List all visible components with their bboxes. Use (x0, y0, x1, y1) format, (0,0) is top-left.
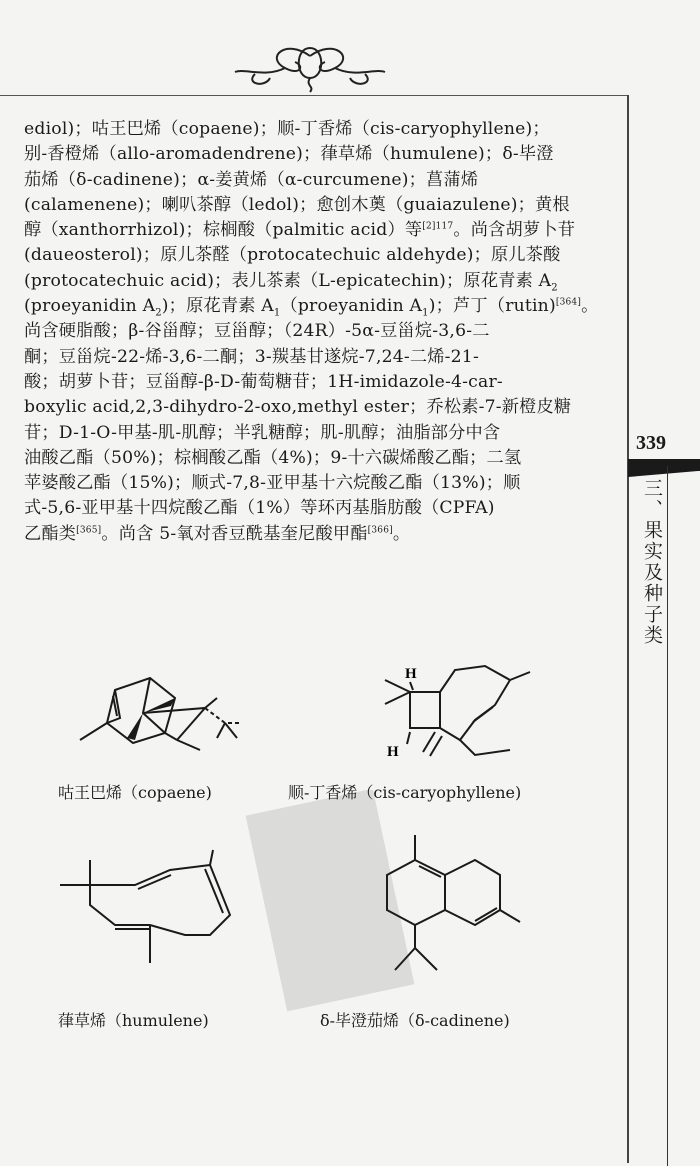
subscript: 2 (551, 282, 558, 294)
text-segment: 尚含 5-氧对香豆酰基奎尼酸甲酯 (118, 523, 368, 544)
text-line: 油酸乙酯（50%)；棕榈酸乙酯（4%)；9-十六碳烯酸乙酯；二氢 (24, 447, 522, 468)
citation: [364] (555, 297, 582, 308)
text-line: (calamenene)；喇叭茶醇（ledol)；愈创木薁（guaiazulene)；黄根 (24, 194, 570, 215)
subscript: 2 (155, 307, 162, 319)
citation: [365] (76, 525, 102, 536)
text-segment: 醇（xanthorrhizol)；棕榈酸（palmitic acid）等 (24, 220, 423, 241)
section-tab (628, 459, 700, 471)
humulene-caption: 葎草烯（humulene) (58, 1011, 209, 1030)
text-line: 酮；豆甾烷-22-烯-3,6-二酮；3-羰基甘遂烷-7,24-二烯-21- (24, 346, 479, 367)
citation: [2]117 (422, 221, 454, 232)
text-line: 苷；D-1-O-甲基-肌-肌醇；半乳糖醇；肌-肌醇；油脂部分中含 (24, 422, 501, 443)
text-line (24, 522, 602, 547)
text-line (24, 294, 602, 319)
header-rule (0, 95, 628, 96)
hydrogen-label: H (387, 744, 399, 760)
text-line: 酸；胡萝卜苷；豆甾醇-β-D-葡萄糖苷；1H-imidazole-4-car- (24, 371, 503, 392)
section-rule (667, 466, 668, 1166)
text-line: 茄烯（δ-cadinene)；α-姜黄烯（α-curcumene)；菖蒲烯 (24, 169, 479, 190)
caryophyllene-structure (355, 660, 545, 770)
section-label: 三、果实及种子类 (641, 478, 663, 646)
text-segment: 。 (101, 523, 119, 544)
ornament-header (225, 38, 395, 94)
text-line: 式-5,6-亚甲基十四烷酸乙酯（1%）等环丙基脂肪酸（CPFA) (24, 498, 495, 519)
text-line: 别-香橙烯（allo-aromadendrene)；葎草烯（humulene)；δ-毕澄 (24, 144, 554, 165)
text-line: ediol)；咕王巴烯（copaene)；顺-丁香烯（cis-caryophyllene)； (24, 119, 550, 139)
text-line: (daueosterol)；原儿茶醛（protocatechuic aldehyde)；原儿茶酸 (24, 245, 561, 266)
citation: [366] (367, 525, 393, 536)
text-segment: 。 (581, 296, 599, 317)
watermark-stamp (245, 790, 415, 1050)
text-segment: )；原花青素 A (161, 296, 274, 317)
text-line (24, 218, 602, 243)
text-line: 尚含硬脂酸；β-谷甾醇；豆甾醇；（24R）-5α-豆甾烷-3,6-二 (24, 321, 490, 342)
body-text (24, 117, 602, 547)
page-number: 339 (636, 432, 666, 454)
text-segment: （proeyanidin A (280, 296, 423, 317)
margin-rule (627, 95, 629, 1163)
text-segment: 乙酯类 (24, 523, 77, 544)
caryophyllene-caption: 顺-丁香烯（cis-caryophyllene) (288, 783, 522, 802)
text-line: boxylic acid,2,3-dihydro-2-oxo,methyl ester；乔松素-7-新橙皮糖 (24, 397, 572, 418)
subscript: 1 (273, 307, 281, 319)
copaene-structure (55, 668, 245, 768)
text-line (24, 269, 602, 294)
humulene-structure (55, 845, 245, 975)
hydrogen-label: H (405, 666, 417, 682)
text-segment: 。 (392, 523, 411, 544)
text-line: 苹婆酸乙酯（15%)；顺式-7,8-亚甲基十六烷酸乙酯（13%)；顺 (24, 473, 521, 494)
cadinene-caption: δ-毕澄茄烯（δ-cadinene) (320, 1011, 510, 1030)
copaene-caption: 咕王巴烯（copaene) (58, 783, 212, 802)
text-segment: )；芦丁（rutin) (428, 296, 556, 317)
text-segment: 。尚含胡萝卜苷 (453, 220, 576, 241)
section-tab-wedge (628, 471, 698, 477)
text-segment: (protocatechuic acid)；表儿茶素（L-epicatechin)；原花青素 A (24, 270, 552, 291)
subscript: 1 (422, 307, 429, 319)
text-segment: (proeyanidin A (24, 296, 156, 317)
